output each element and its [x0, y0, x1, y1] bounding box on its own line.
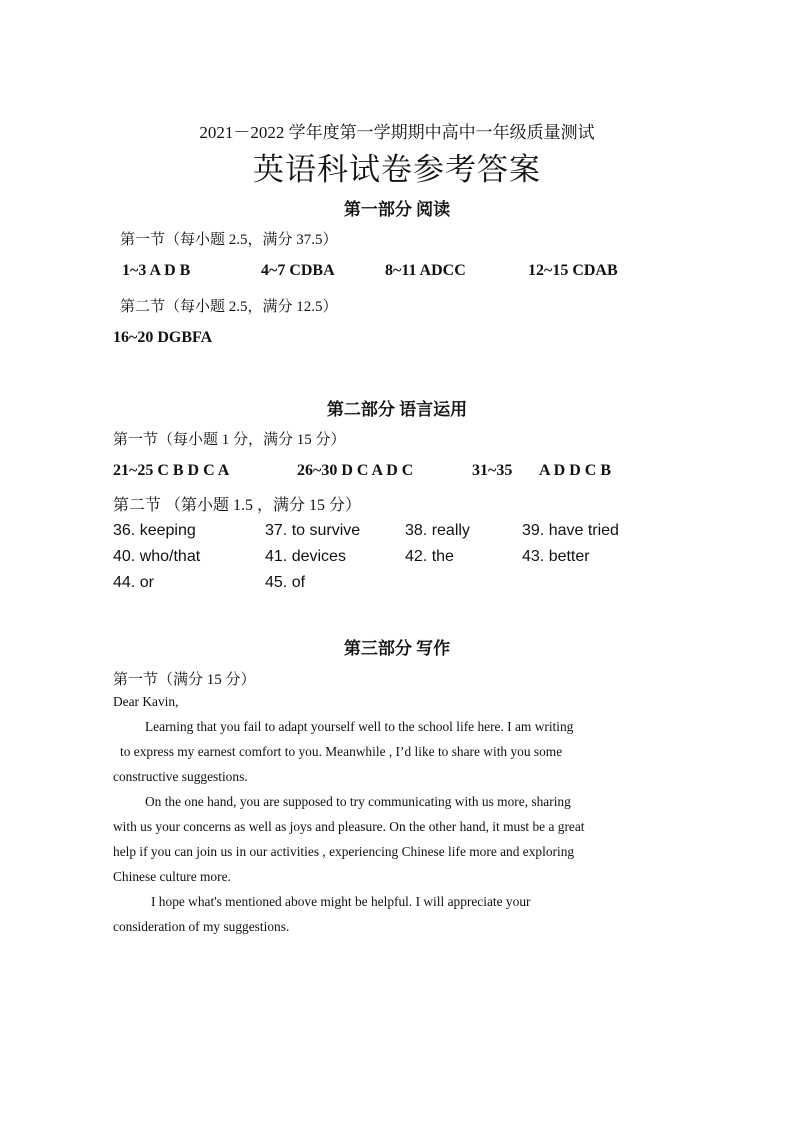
essay-line: Chinese culture more.	[113, 869, 231, 884]
answer-group: A D D C B	[539, 462, 612, 479]
essay-line: with us your concerns as well as joys and pleasure. On the other hand, it must be a great	[113, 819, 585, 834]
essay-greeting: Dear Kavin,	[113, 694, 179, 709]
part1-section2-label: 第二节（每小题 2.5，满分 12.5）	[120, 299, 338, 315]
part2-section1-label: 第一节（每小题 1 分，满分 15 分）	[113, 432, 346, 448]
fill-answer: 42. the	[405, 548, 454, 565]
essay-line: Learning that you fail to adapt yourself well to the school life here. I am writing	[145, 719, 574, 734]
fill-answer: 40. who/that	[113, 548, 201, 565]
sample-essay	[113, 689, 693, 939]
document-title: 英语科试卷参考答案	[253, 152, 541, 187]
fill-answer: 41. devices	[265, 548, 346, 565]
part2-section2-label: 第二节 （第小题 1.5 ，满分 15 分）	[113, 497, 362, 514]
part1-section1-label: 第一节（每小题 2.5，满分 37.5）	[120, 232, 338, 248]
essay-line: to express my earnest comfort to you. Meanwhile , I’d like to share with you some	[120, 744, 563, 759]
essay-line: consideration of my suggestions.	[113, 919, 290, 934]
answer-group: 12~15 CDAB	[528, 262, 618, 279]
part2-title: 第二部分 语言运用	[326, 400, 468, 419]
answer-group: 21~25 C B D C A	[113, 462, 230, 479]
answer-group: 4~7 CDBA	[261, 262, 335, 279]
exam-title: 2021－2022 学年度第一学期期中高中一年级质量测试	[199, 123, 595, 142]
fill-answer: 38. really	[405, 522, 470, 539]
fill-answer: 44. or	[113, 574, 154, 591]
part3-title: 第三部分 写作	[343, 639, 451, 658]
fill-answer: 36. keeping	[113, 522, 196, 539]
essay-line: On the one hand, you are supposed to try communicating with us more, sharing	[145, 794, 571, 809]
fill-answer: 45. of	[265, 574, 306, 591]
answer-group: 26~30 D C A D C	[297, 462, 414, 479]
fill-answer: 39. have tried	[522, 522, 619, 539]
essay-line: help if you can join us in our activities , experiencing Chinese life more and exploring	[113, 844, 575, 859]
part1-title: 第一部分 阅读	[343, 200, 451, 219]
essay-line: constructive suggestions.	[113, 769, 248, 784]
essay-line: I hope what's mentioned above might be helpful. I will appreciate your	[151, 894, 531, 909]
fill-answer: 37. to survive	[265, 522, 361, 539]
part3-section1-label: 第一节（满分 15 分）	[113, 672, 256, 688]
fill-answer: 43. better	[522, 548, 590, 565]
answer-group-range: 31~35	[472, 462, 513, 479]
answer-group: 1~3 A D B	[122, 262, 191, 279]
answer-group: 8~11 ADCC	[385, 262, 466, 279]
answer-group: 16~20 DGBFA	[113, 329, 213, 346]
